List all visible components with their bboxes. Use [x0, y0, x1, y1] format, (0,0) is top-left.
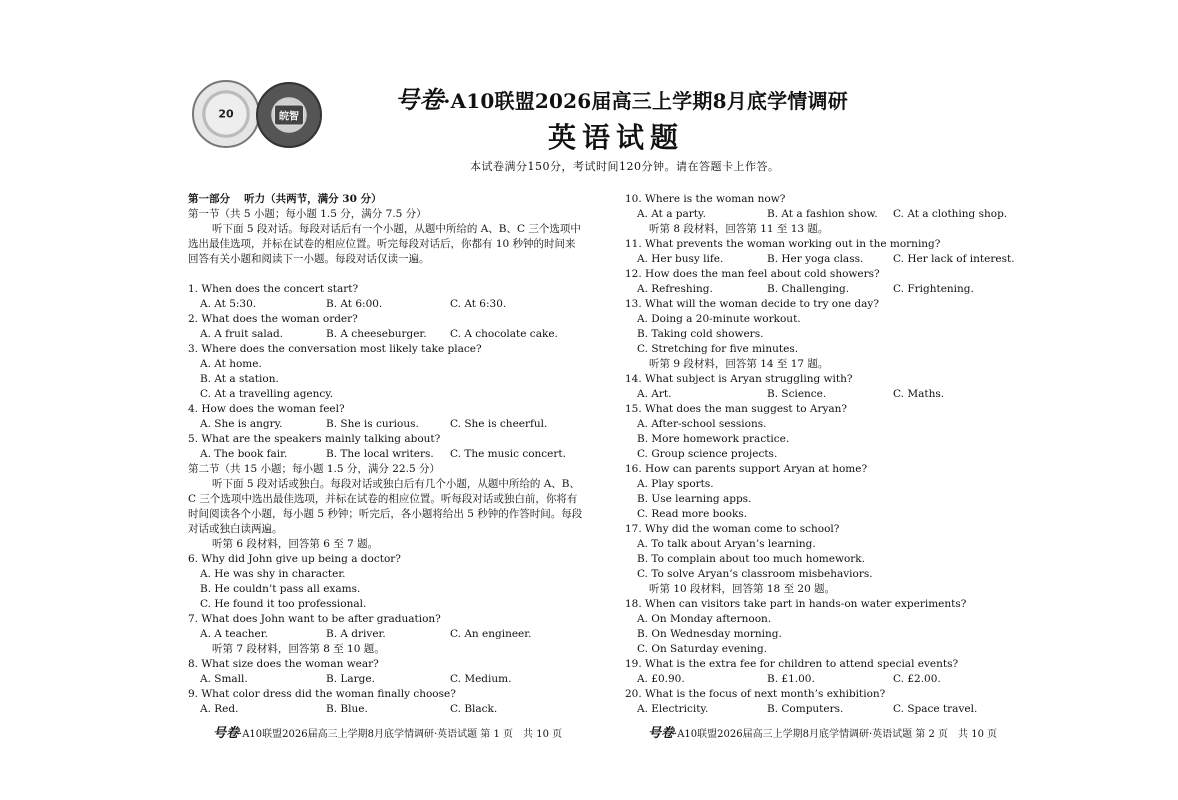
- option-c: C. Maths.: [893, 388, 945, 400]
- question-9-options: [188, 702, 583, 717]
- question-15: 15. What does the man suggest to Aryan?: [625, 403, 848, 415]
- option-b: B. £1.00.: [767, 673, 815, 685]
- question-8-options: [188, 672, 583, 687]
- option-b: B. Science.: [767, 388, 827, 400]
- education-logo: [256, 82, 322, 148]
- option-c: C. Her lack of interest.: [893, 253, 1015, 265]
- option-a: A. To talk about Aryan’s learning.: [637, 538, 816, 550]
- option-c: C. At 6:30.: [450, 298, 507, 310]
- question-1-options: [188, 297, 583, 312]
- question-5-options: [188, 447, 583, 462]
- question-8: 8. What size does the woman wear?: [188, 658, 379, 670]
- part-title: 第一部分 听力（共两节，满分 30 分）: [188, 193, 382, 205]
- option-a: A. Her busy life.: [637, 253, 724, 265]
- option-b: B. The local writers.: [326, 448, 434, 460]
- option-b: B. She is curious.: [326, 418, 419, 430]
- option-b: B. Taking cold showers.: [637, 328, 764, 340]
- question-4: 4. How does the woman feel?: [188, 403, 345, 415]
- exam-header-title: [395, 80, 848, 115]
- material-10-note: 听第 10 段材料，回答第 18 至 20 题。: [649, 583, 836, 595]
- material-7-note: 听第 7 段材料，回答第 8 至 10 题。: [212, 643, 385, 655]
- option-c: C. On Saturday evening.: [637, 643, 768, 655]
- question-16: 16. How can parents support Aryan at home?: [625, 463, 868, 475]
- question-11-options: [625, 252, 1015, 267]
- option-a: A. Play sports.: [637, 478, 714, 490]
- option-a: A. Doing a 20-minute workout.: [637, 313, 801, 325]
- option-a: A. After-school sessions.: [637, 418, 767, 430]
- section-1-title: 第一节（共 5 小题；每小题 1.5 分，满分 7.5 分）: [188, 208, 427, 220]
- header-title-text: ·A10联盟2026届高三上学期8月底学情调研: [443, 89, 848, 113]
- option-c: C. At a travelling agency.: [200, 388, 334, 400]
- page-footer-right: [648, 722, 997, 741]
- option-c: C. An engineer.: [450, 628, 532, 640]
- option-a: A. At 5:30.: [200, 298, 257, 310]
- question-19: 19. What is the extra fee for children to attend special events?: [625, 658, 959, 670]
- option-c: C. At a clothing shop.: [893, 208, 1008, 220]
- option-a: A. A teacher.: [200, 628, 268, 640]
- option-b: B. At 6:00.: [326, 298, 383, 310]
- question-11: 11. What prevents the woman working out in the morning?: [625, 238, 941, 250]
- logo-text: 皖智: [274, 105, 304, 126]
- option-c: C. Medium.: [450, 673, 512, 685]
- option-a: A. She is angry.: [200, 418, 283, 430]
- option-c: C. Frightening.: [893, 283, 974, 295]
- option-c: C. Space travel.: [893, 703, 978, 715]
- option-a: A. Refreshing.: [637, 283, 713, 295]
- option-a: A. At a party.: [637, 208, 706, 220]
- question-4-options: [188, 417, 583, 432]
- question-6: 6. Why did John give up being a doctor?: [188, 553, 401, 565]
- option-a: A. The book fair.: [200, 448, 288, 460]
- question-13: 13. What will the woman decide to try one day?: [625, 298, 879, 310]
- footer-text: ·A10联盟2026届高三上学期8月底学情调研·英语试题 第 2 页 共 10 页: [674, 729, 998, 740]
- left-column: [188, 192, 583, 717]
- option-b: B. On Wednesday morning.: [637, 628, 782, 640]
- question-18: 18. When can visitors take part in hands-on water experiments?: [625, 598, 967, 610]
- question-2-options: [188, 327, 583, 342]
- footer-brand-mark: 号卷: [213, 726, 240, 741]
- option-a: A. At home.: [200, 358, 262, 370]
- question-5: 5. What are the speakers mainly talking about?: [188, 433, 441, 445]
- option-a: A. On Monday afternoon.: [637, 613, 772, 625]
- option-c: C. The music concert.: [450, 448, 566, 460]
- option-b: B. Blue.: [326, 703, 368, 715]
- question-7: 7. What does John want to be after graduation?: [188, 613, 441, 625]
- question-14-options: [625, 387, 1015, 402]
- option-b: B. He couldn’t pass all exams.: [200, 583, 361, 595]
- option-a: A. Red.: [200, 703, 239, 715]
- option-c: C. Stretching for five minutes.: [637, 343, 799, 355]
- question-12: 12. How does the man feel about cold showers?: [625, 268, 880, 280]
- question-1: 1. When does the concert start?: [188, 283, 359, 295]
- option-a: A. A fruit salad.: [200, 328, 284, 340]
- right-column: [625, 192, 1015, 717]
- question-9: 9. What color dress did the woman finally choose?: [188, 688, 456, 700]
- option-a: A. Art.: [637, 388, 672, 400]
- material-6-note: 听第 6 段材料，回答第 6 至 7 题。: [212, 538, 379, 550]
- question-3: 3. Where does the conversation most likely take place?: [188, 343, 482, 355]
- option-b: B. Her yoga class.: [767, 253, 864, 265]
- footer-brand-mark: 号卷: [648, 726, 675, 741]
- section-1-instructions: 听下面 5 段对话。每段对话后有一个小题，从题中所给的 A、B、C 三个选项中选出最佳选项，并标在试卷的相应位置。听完每段对话后，你都有 10 秒钟的时间来回答有关小题和阅读下一小题。每段对话仅读一遍。: [188, 223, 581, 265]
- option-c: C. £2.00.: [893, 673, 941, 685]
- option-c: C. A chocolate cake.: [450, 328, 558, 340]
- question-14: 14. What subject is Aryan struggling with?: [625, 373, 853, 385]
- option-c: C. He found it too professional.: [200, 598, 367, 610]
- option-c: C. To solve Aryan’s classroom misbehaviors.: [637, 568, 873, 580]
- footer-text: ·A10联盟2026届高三上学期8月底学情调研·英语试题 第 1 页 共 10 页: [239, 729, 563, 740]
- question-17: 17. Why did the woman come to school?: [625, 523, 840, 535]
- question-20-options: [625, 702, 1015, 717]
- section-2-title: 第二节（共 15 小题；每小题 1.5 分，满分 22.5 分）: [188, 463, 440, 475]
- option-b: B. Challenging.: [767, 283, 850, 295]
- option-b: B. Large.: [326, 673, 375, 685]
- brand-mark: 号卷: [395, 85, 444, 114]
- material-8-note: 听第 8 段材料，回答第 11 至 13 题。: [649, 223, 829, 235]
- option-b: B. To complain about too much homework.: [637, 553, 866, 565]
- option-a: A. Small.: [200, 673, 248, 685]
- question-10: 10. Where is the woman now?: [625, 193, 786, 205]
- page-title: 英语试题: [548, 121, 685, 154]
- option-b: B. At a station.: [200, 373, 279, 385]
- option-b: B. At a fashion show.: [767, 208, 878, 220]
- question-10-options: [625, 207, 1015, 222]
- page-footer-left: [213, 722, 562, 741]
- question-20: 20. What is the focus of next month’s exhibition?: [625, 688, 886, 700]
- section-2-instructions: 听下面 5 段对话或独白。每段对话或独白后有几个小题，从题中所给的 A、B、C 三个选项中选出最佳选项，并标在试卷的相应位置。听每段对话或独白前，你将有时间阅读各个小题，每小题 5 秒钟；听完后，各小题将给出 5 秒钟的作答时间。每段对话或独白读两遍。: [188, 478, 583, 535]
- option-b: B. Computers.: [767, 703, 844, 715]
- option-a: A. Electricity.: [637, 703, 709, 715]
- exam-subtitle: 本试卷满分150分，考试时间120分钟。请在答题卡上作答。: [470, 160, 780, 173]
- question-7-options: [188, 627, 583, 642]
- question-2: 2. What does the woman order?: [188, 313, 358, 325]
- school-seal-logo: [192, 80, 260, 148]
- option-b: B. Use learning apps.: [637, 493, 752, 505]
- option-b: B. A cheeseburger.: [326, 328, 427, 340]
- option-c: C. Group science projects.: [637, 448, 778, 460]
- option-b: B. More homework practice.: [637, 433, 790, 445]
- question-12-options: [625, 282, 1015, 297]
- option-c: C. She is cheerful.: [450, 418, 548, 430]
- option-a: A. He was shy in character.: [200, 568, 346, 580]
- option-a: A. £0.90.: [637, 673, 685, 685]
- option-c: C. Read more books.: [637, 508, 748, 520]
- seal-number: 20: [218, 107, 234, 121]
- option-c: C. Black.: [450, 703, 498, 715]
- material-9-note: 听第 9 段材料，回答第 14 至 17 题。: [649, 358, 829, 370]
- option-b: B. A driver.: [326, 628, 386, 640]
- question-19-options: [625, 672, 1015, 687]
